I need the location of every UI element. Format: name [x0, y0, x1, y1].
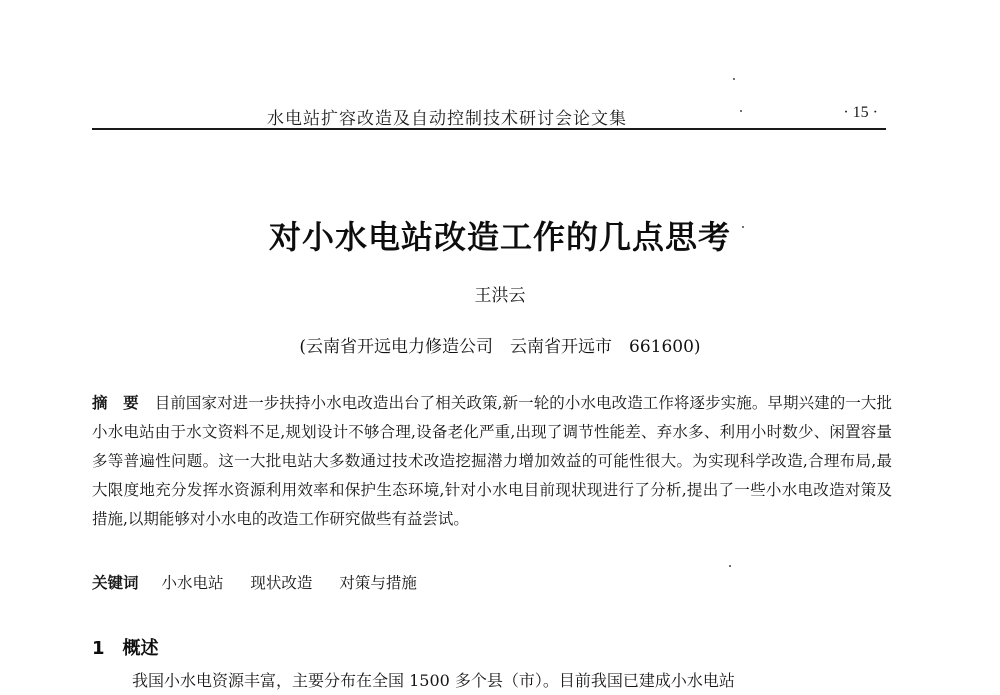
keywords [92, 569, 892, 598]
page-number: · 15 · [843, 104, 878, 121]
scan-speck [729, 565, 731, 567]
scan-speck [733, 78, 735, 80]
keyword-item: 小水电站 [161, 574, 224, 592]
section-heading [92, 634, 159, 660]
article-title: 对小水电站改造工作的几点思考 [268, 218, 731, 256]
scan-speck [740, 110, 742, 112]
section-title: 概述 [122, 638, 159, 659]
keyword-item: 现状改造 [250, 574, 313, 592]
abstract-text: 目前国家对进一步扶持小水电改造出台了相关政策,新一轮的小水电改造工作将逐步实施。早期兴建的一大批小水电站由于水文资料不足,规划设计不够合理,设备老化严重,出现了调节性能差、弃水多、利用小时数少、闲置容量多等普遍性问题。这一大批电站大多数通过技术改造挖掘潜力增加效益的可能性很大。为实现科学改造,合理布局,最大限度地充分发挥水资源利用效率和保护生态环境,针对小水电目前现状现进行了分析,提出了一些小水电改造对策及措施,以期能够对小水电的改造工作研究做些有益尝试。 [92, 394, 892, 528]
author-name: 王洪云 [474, 286, 526, 306]
running-title: 水电站扩容改造及自动控制技术研讨会论文集 [267, 109, 627, 129]
body-paragraph: 我国小水电资源丰富，主要分布在全国 1500 多个县（市）。目前我国已建成小水电站 [132, 671, 735, 690]
author-affiliation: (云南省开远电力修造公司 云南省开远市 661600) [299, 337, 701, 357]
section-number: 1 [92, 638, 105, 659]
scan-speck [742, 226, 744, 228]
keyword-item: 对策与措施 [339, 574, 417, 592]
running-header [92, 96, 886, 130]
abstract-label: 摘 要 [92, 394, 139, 412]
keywords-label: 关键词 [92, 574, 139, 592]
abstract [92, 389, 892, 534]
header-rule [92, 128, 886, 130]
